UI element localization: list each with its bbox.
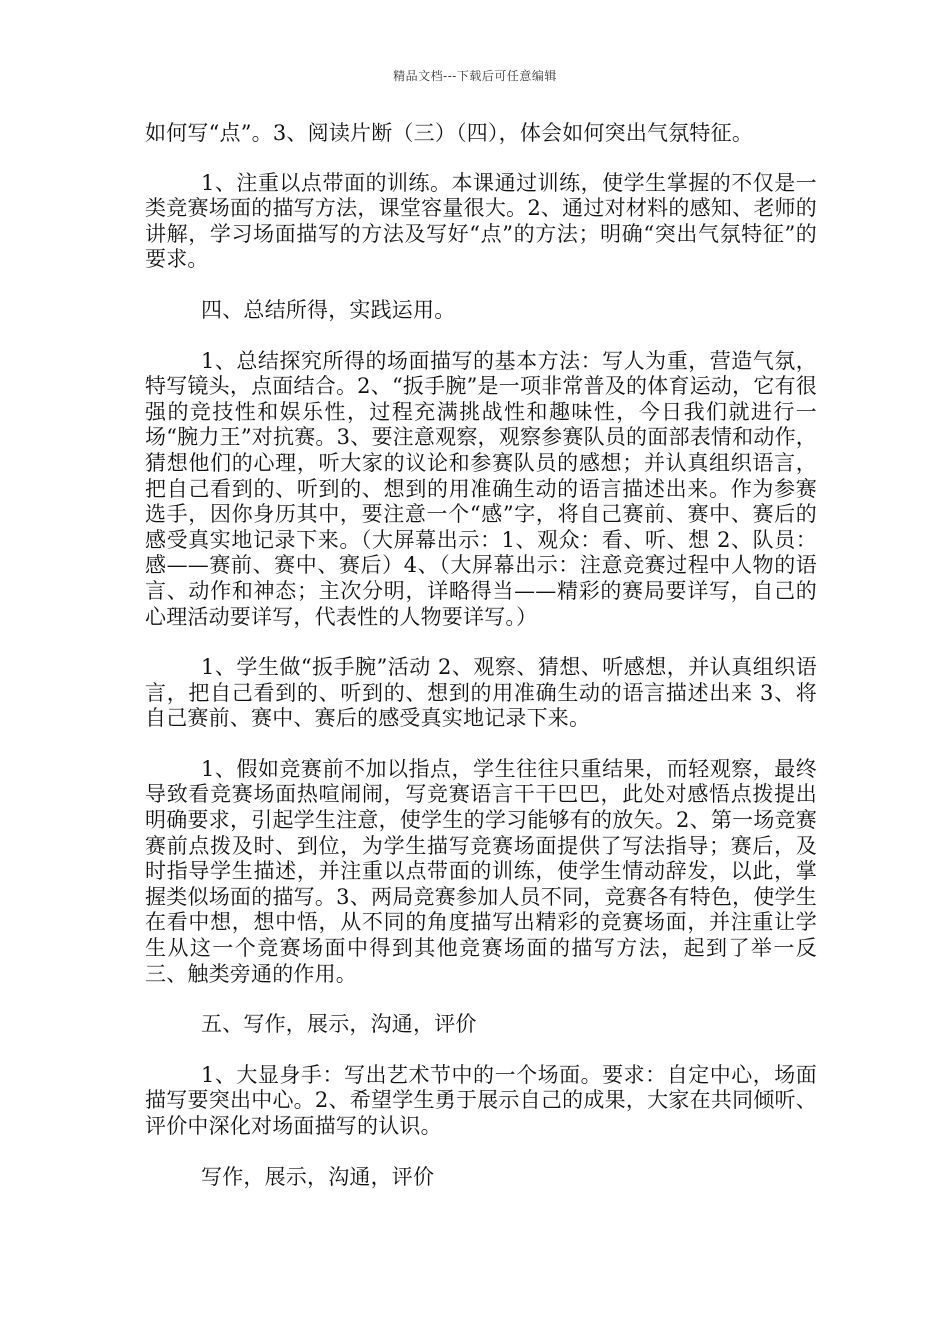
paragraph: 1、总结探究所得的场面描写的基本方法：写人为重，营造气氛，特写镜头，点面结合。2、“扳手腕”是一项非常普及的体育运动，它有很强的竞技性和娱乐性，过程充满挑战性和趣味性，今日我们就进行一场“腕力王”对抗赛。3、要注意观察，观察参赛队员的面部表情和动作，猜想他们的心理，听大家的议论和参赛队员的感想；并认真组织语言，把自己看到的、听到的、想到的用准确生动的语言描述出来。作为参赛选手，因你身历其中，要注意一个“感”字，将自己赛前、赛中、赛后的感受真实地记录下来。（大屏幕出示：1、观众：看、听、想 2、队员：感——赛前、赛中、赛后）4、（大屏幕出示：注意竞赛过程中人物的语言、动作和神态；主次分明，详略得当——精彩的赛局要详写，自己的心理活动要详写，代表性的人物要详写。） — [145, 348, 817, 629]
section-heading: 五、写作，展示，沟通，评价 — [201, 1012, 477, 1037]
document-body — [145, 121, 817, 1215]
paragraph: 1、注重以点带面的训练。本课通过训练，使学生掌握的不仅是一类竞赛场面的描写方法，课堂容量很大。2、通过对材料的感知、老师的讲解，学习场面描写的方法及写好“点”的方法；明确“突出气氛特征”的要求。 — [145, 170, 817, 272]
paragraph: 1、假如竞赛前不加以指点，学生往往只重结果，而轻观察，最终导致看竞赛场面热喧闹闹，写竞赛语言干干巴巴，此处对感悟点拨提出明确要求，引起学生注意，使学生的学习能够有的放矢。2、第一场竞赛赛前点拨及时、到位，为学生描写竞赛场面提供了写法指导；赛后，及时指导学生描述，并注重以点带面的训练，使学生情动辞发，以此，掌握类似场面的描写。3、两局竞赛参加人员不同，竞赛各有特色，使学生在看中想，想中悟，从不同的角度描写出精彩的竞赛场面，并注重让学生从这一个竞赛场面中得到其他竞赛场面的描写方法，起到了举一反三、触类旁通的作用。 — [145, 756, 817, 986]
page-header: 精品文档---下载后可任意编辑 — [393, 69, 557, 83]
section-heading: 四、总结所得，实践运用。 — [201, 297, 456, 322]
paragraph: 1、学生做“扳手腕”活动 2、观察、猜想、听感想，并认真组织语言，把自己看到的、听到的、想到的用准确生动的语言描述出来 3、将自己赛前、赛中、赛后的感受真实地记录下来。 — [145, 655, 817, 731]
paragraph: 写作，展示，沟通，评价 — [201, 1164, 435, 1189]
paragraph: 1、大显身手：写出艺术节中的一个场面。要求：自定中心，场面描写要突出中心。2、希望学生勇于展示自己的成果，大家在共同倾听、评价中深化对场面描写的认识。 — [145, 1062, 817, 1138]
paragraph-continuation: 如何写“点”。3、阅读片断（三）（四），体会如何突出气氛特征。 — [145, 121, 754, 145]
